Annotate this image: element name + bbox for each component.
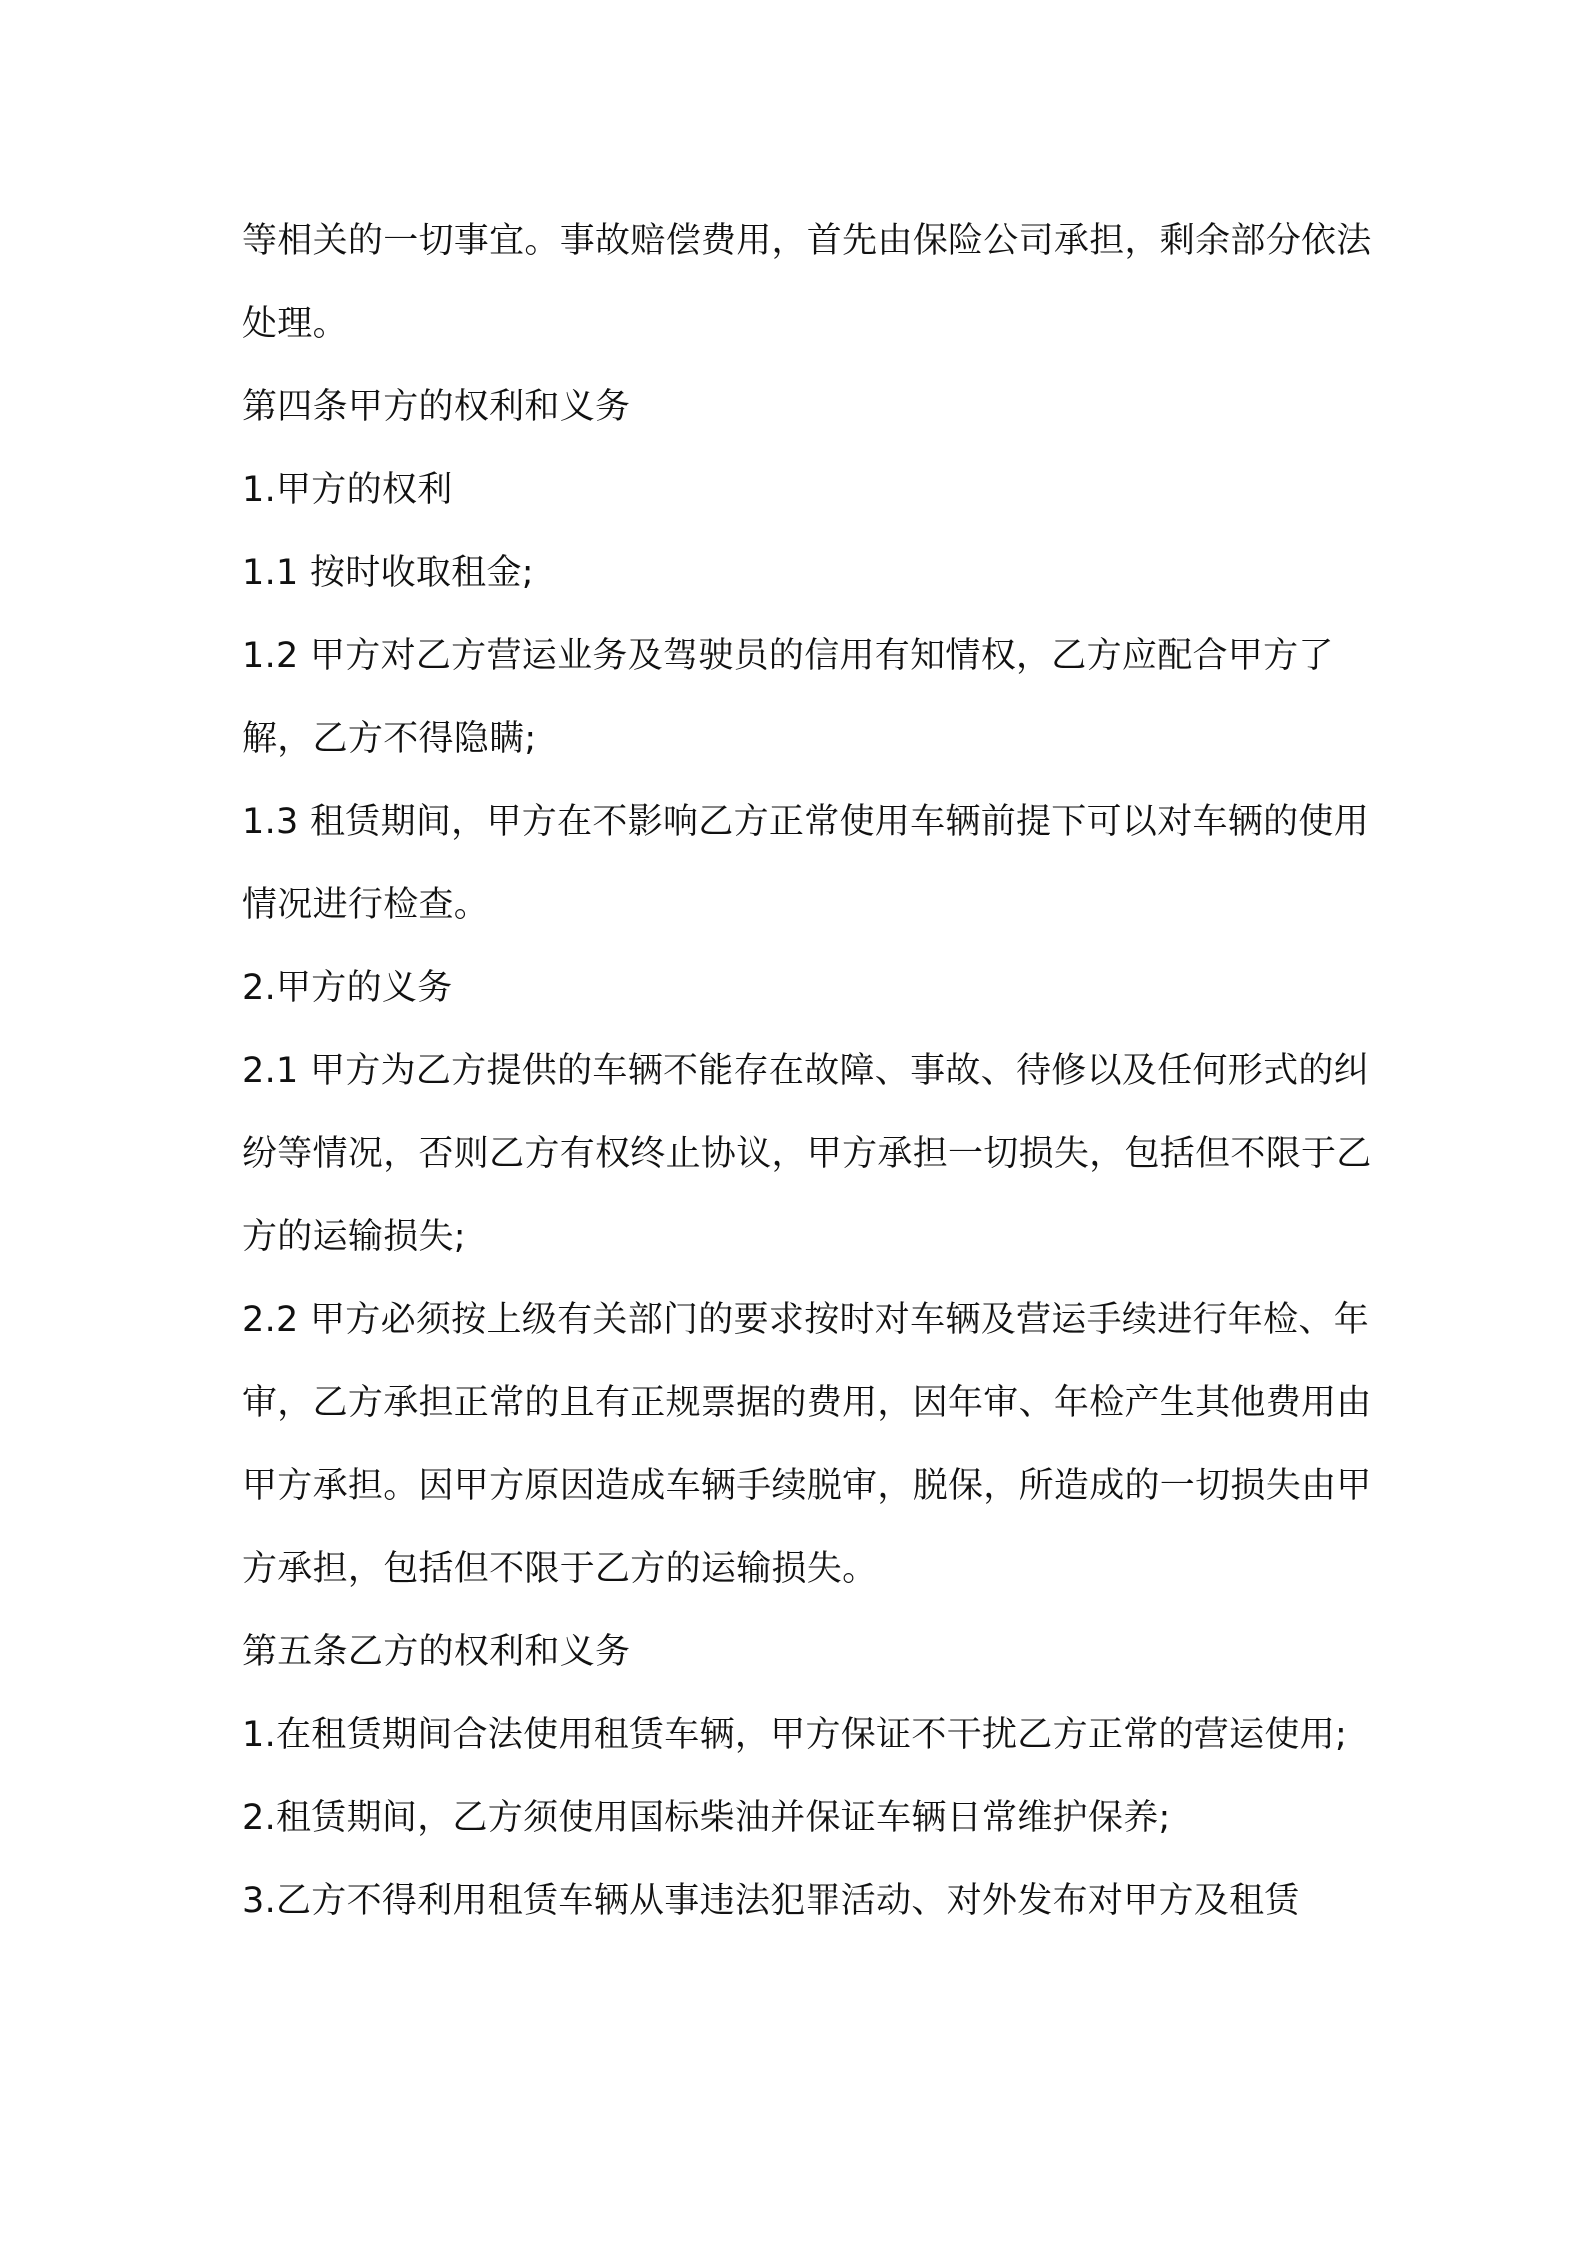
subheading-party-a-obligations: 2.甲方的义务 <box>242 968 453 1008</box>
clause-1-2: 1.2 甲方对乙方营运业务及驾驶员的信用有知情权，乙方应配合甲方了解，乙方不得隐瞒; <box>242 636 1334 759</box>
paragraph-accident-compensation: 等相关的一切事宜。事故赔偿费用，首先由保险公司承担，剩余部分依法处理。 <box>242 221 1372 344</box>
clause-2-2: 2.2 甲方必须按上级有关部门的要求按时对车辆及营运手续进行年检、年审，乙方承担正常的且有正规票据的费用，因年审、年检产生其他费用由甲方承担。因甲方原因造成车辆手续脱审，脱保，所造成的一切损失由甲方承担，包括但不限于乙方的运输损失。 <box>242 1300 1372 1589</box>
subheading-party-a-rights: 1.甲方的权利 <box>242 470 453 510</box>
heading-article-four: 第四条甲方的权利和义务 <box>242 387 631 427</box>
clause-2-1: 2.1 甲方为乙方提供的车辆不能存在故障、事故、待修以及任何形式的纠纷等情况，否则乙方有权终止协议，甲方承担一切损失，包括但不限于乙方的运输损失; <box>242 1051 1372 1257</box>
heading-article-five: 第五条乙方的权利和义务 <box>242 1632 631 1672</box>
clause-b-3: 3.乙方不得利用租赁车辆从事违法犯罪活动、对外发布对甲方及租赁 <box>242 1881 1300 1921</box>
clause-b-2: 2.租赁期间，乙方须使用国标柴油并保证车辆日常维护保养; <box>242 1798 1171 1838</box>
clause-b-1: 1.在租赁期间合法使用租赁车辆，甲方保证不干扰乙方正常的营运使用; <box>242 1715 1348 1755</box>
document-body <box>242 200 1372 1943</box>
clause-1-1: 1.1 按时收取租金; <box>242 553 534 593</box>
clause-1-3: 1.3 租赁期间，甲方在不影响乙方正常使用车辆前提下可以对车辆的使用情况进行检查。 <box>242 802 1369 925</box>
